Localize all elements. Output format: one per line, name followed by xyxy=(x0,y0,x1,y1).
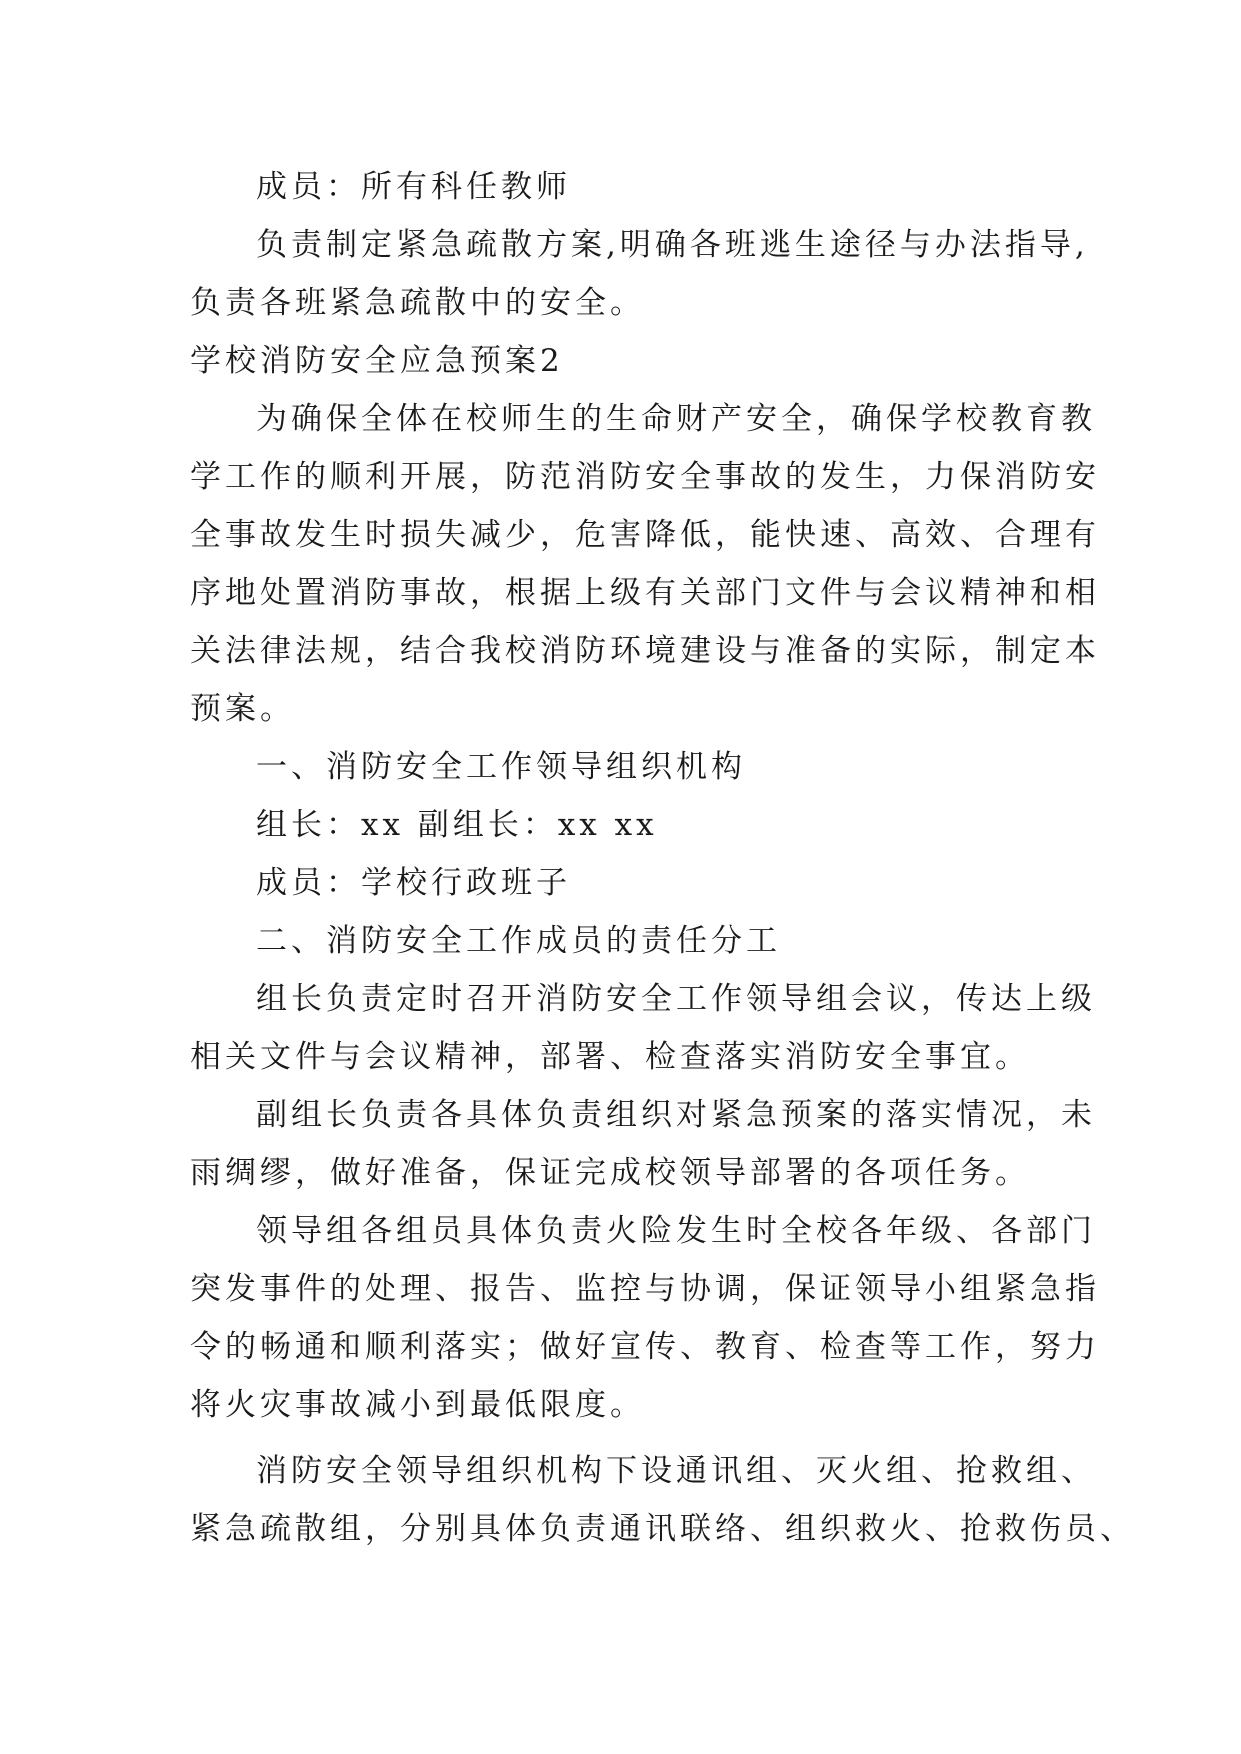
text-line: 消防安全领导组织机构下设通讯组、灭火组、抢救组、 xyxy=(256,1453,1096,1489)
text-line: 组长负责定时召开消防安全工作领导组会议，传达上级 xyxy=(256,981,1096,1017)
heading-line: 二、消防安全工作成员的责任分工 xyxy=(256,923,781,959)
text-line: 预案。 xyxy=(190,691,295,727)
text-line: 关法律法规，结合我校消防环境建设与准备的实际，制定本 xyxy=(190,633,1100,669)
text-line: 负责各班紧急疏散中的安全。 xyxy=(190,285,645,321)
heading-line: 一、消防安全工作领导组织机构 xyxy=(256,749,746,785)
document-body xyxy=(190,158,1135,1558)
section-title: 学校消防安全应急预案2 xyxy=(190,343,564,379)
text-line: 突发事件的处理、报告、监控与协调，保证领导小组紧急指 xyxy=(190,1271,1100,1307)
text-line: 学工作的顺利开展，防范消防安全事故的发生，力保消防安 xyxy=(190,459,1100,495)
text-line: 令的畅通和顺利落实；做好宣传、教育、检查等工作，努力 xyxy=(190,1329,1100,1365)
text-line: 成员：学校行政班子 xyxy=(256,865,571,901)
text-line: 相关文件与会议精神，部署、检查落实消防安全事宜。 xyxy=(190,1039,1030,1075)
text-line: 序地处置消防事故，根据上级有关部门文件与会议精神和相 xyxy=(190,575,1100,611)
text-line: 紧急疏散组，分别具体负责通讯联络、组织救火、抢救伤员、 xyxy=(190,1511,1135,1547)
text-line: 雨绸缪，做好准备，保证完成校领导部署的各项任务。 xyxy=(190,1155,1030,1191)
text-line: 成员：所有科任教师 xyxy=(256,169,571,205)
text-line: 副组长负责各具体负责组织对紧急预案的落实情况，未 xyxy=(256,1097,1096,1133)
text-line: 为确保全体在校师生的生命财产安全，确保学校教育教 xyxy=(256,401,1096,437)
text-line: 领导组各组员具体负责火险发生时全校各年级、各部门 xyxy=(256,1213,1096,1249)
text-line: 负责制定紧急疏散方案,明确各班逃生途径与办法指导, xyxy=(256,227,1089,263)
text-line: 全事故发生时损失减少，危害降低，能快速、高效、合理有 xyxy=(190,517,1100,553)
text-line: 将火灾事故减小到最低限度。 xyxy=(190,1387,645,1423)
text-line: 组长：xx 副组长：xx xx xyxy=(256,807,658,843)
